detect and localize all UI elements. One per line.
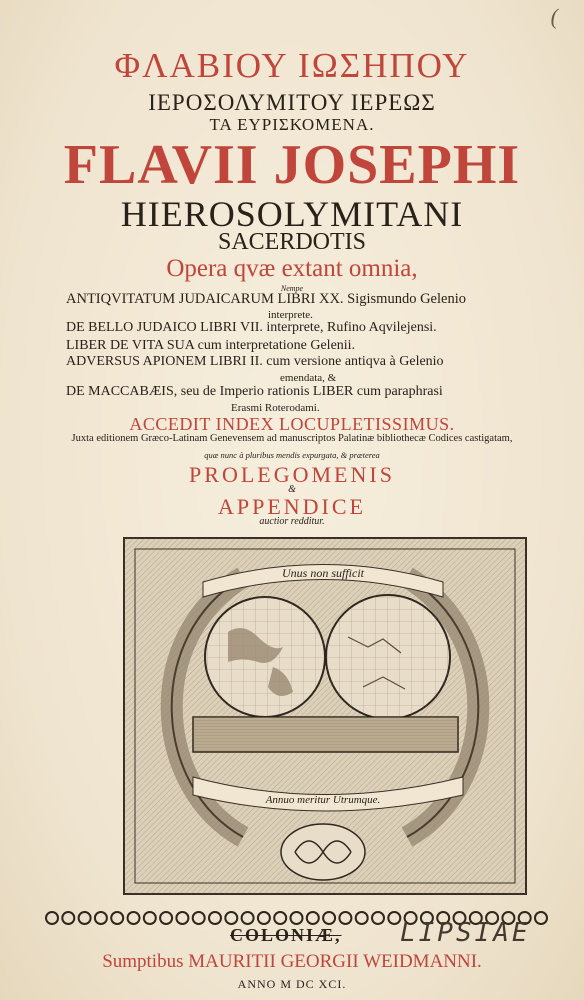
ornament-dot	[160, 912, 172, 924]
ornament-dot	[274, 912, 286, 924]
greek-subtitle: ΙΕΡΟΣΟΛΥΜΙΤΟΥ ΙΕΡΕΩΣ	[148, 90, 436, 115]
ampersand: &	[288, 484, 296, 495]
title-sacerdotis: SACERDOTIS	[217, 229, 367, 255]
ornament-dot	[242, 912, 254, 924]
contents-item-cont: Erasmi Roterodami.	[231, 402, 320, 414]
main-title: FLAVII JOSEPHI	[63, 134, 521, 196]
ornament-dot	[307, 912, 319, 924]
imprint-year: ANNO M DC XCI.	[237, 977, 347, 991]
accedit-line: ACCEDIT INDEX LOCUPLETISSIMUS.	[129, 414, 455, 434]
ornament-dot	[79, 912, 91, 924]
imprint-coloniae: COLONIÆ,	[230, 925, 342, 945]
nempe-label: Nempe	[280, 284, 304, 293]
ornament-dot	[176, 912, 188, 924]
corner-pencil-mark: (	[550, 4, 558, 29]
quae-line: quæ nunc à pluribus mendis expurgata, & præterea	[204, 450, 380, 460]
ornament-dot	[95, 912, 107, 924]
ornament-dot	[258, 912, 270, 924]
ornament-dot	[372, 912, 384, 924]
ornament-dot	[128, 912, 140, 924]
ornament-dot	[193, 912, 205, 924]
ornament-dot	[388, 912, 400, 924]
ornament-dot	[291, 912, 303, 924]
ornament-dot	[62, 912, 74, 924]
contents-item: LIBER DE VITA SUA cum interpretatione Gelenii.	[66, 338, 356, 353]
contents-item: ADVERSUS APIONEM LIBRI II. cum versione antiqva à Gelenio	[66, 354, 444, 369]
title-hierosolymitani: HIEROSOLYMITANI	[120, 194, 464, 234]
motto-top: Unus non sufficit	[281, 566, 365, 580]
ornament-dot	[323, 912, 335, 924]
contents-item: DE MACCABÆIS, seu de Imperio rationis LIBER cum paraphrasi	[66, 384, 443, 399]
contents-item-cont: interprete.	[268, 309, 313, 321]
ornament-dot	[339, 912, 351, 924]
juxta-line: Juxta editionem Græco-Latinam Genevensem ad manuscriptos Palatinæ bibliothecæ Codices castigatam,	[71, 433, 513, 444]
contents-item: ANTIQVITATUM JUDAICARUM LIBRI XX. Sigismundo Gelenio	[66, 291, 466, 307]
ornament-dot	[356, 912, 368, 924]
printer-device-engraving	[123, 537, 527, 895]
opera-line: Opera qvæ extant omnia,	[166, 255, 418, 282]
handwritten-lipsiae: LIPSIAE	[400, 918, 531, 948]
contents-item-cont: emendata, &	[280, 372, 337, 384]
appendice: APPENDICE	[217, 494, 366, 519]
ornament-dot	[225, 912, 237, 924]
ornament-dot	[209, 912, 221, 924]
contents-item: DE BELLO JUDAICO LIBRI VII. interprete, Rufino Aqvilejensi.	[66, 320, 437, 335]
ornament-dot	[111, 912, 123, 924]
ornament-dot	[535, 912, 547, 924]
auctior-line: auctior redditur.	[259, 516, 325, 527]
imprint-sumptibus: Sumptibus MAURITII GEORGII WEIDMANNI.	[102, 951, 482, 972]
motto-bottom: Annuo meritur Utrumque.	[265, 794, 381, 806]
greek-title: ΦΛΑΒΙΟΥ ΙΩΣΗΠΟΥ	[114, 46, 470, 85]
prolegomenis: PROLEGOMENIS	[189, 462, 395, 487]
ornament-dot	[144, 912, 156, 924]
ornament-dot	[46, 912, 58, 924]
greek-subtitle-2: ΤΑ ΕΥΡΙΣΚΟΜΕΝΑ.	[209, 115, 375, 134]
